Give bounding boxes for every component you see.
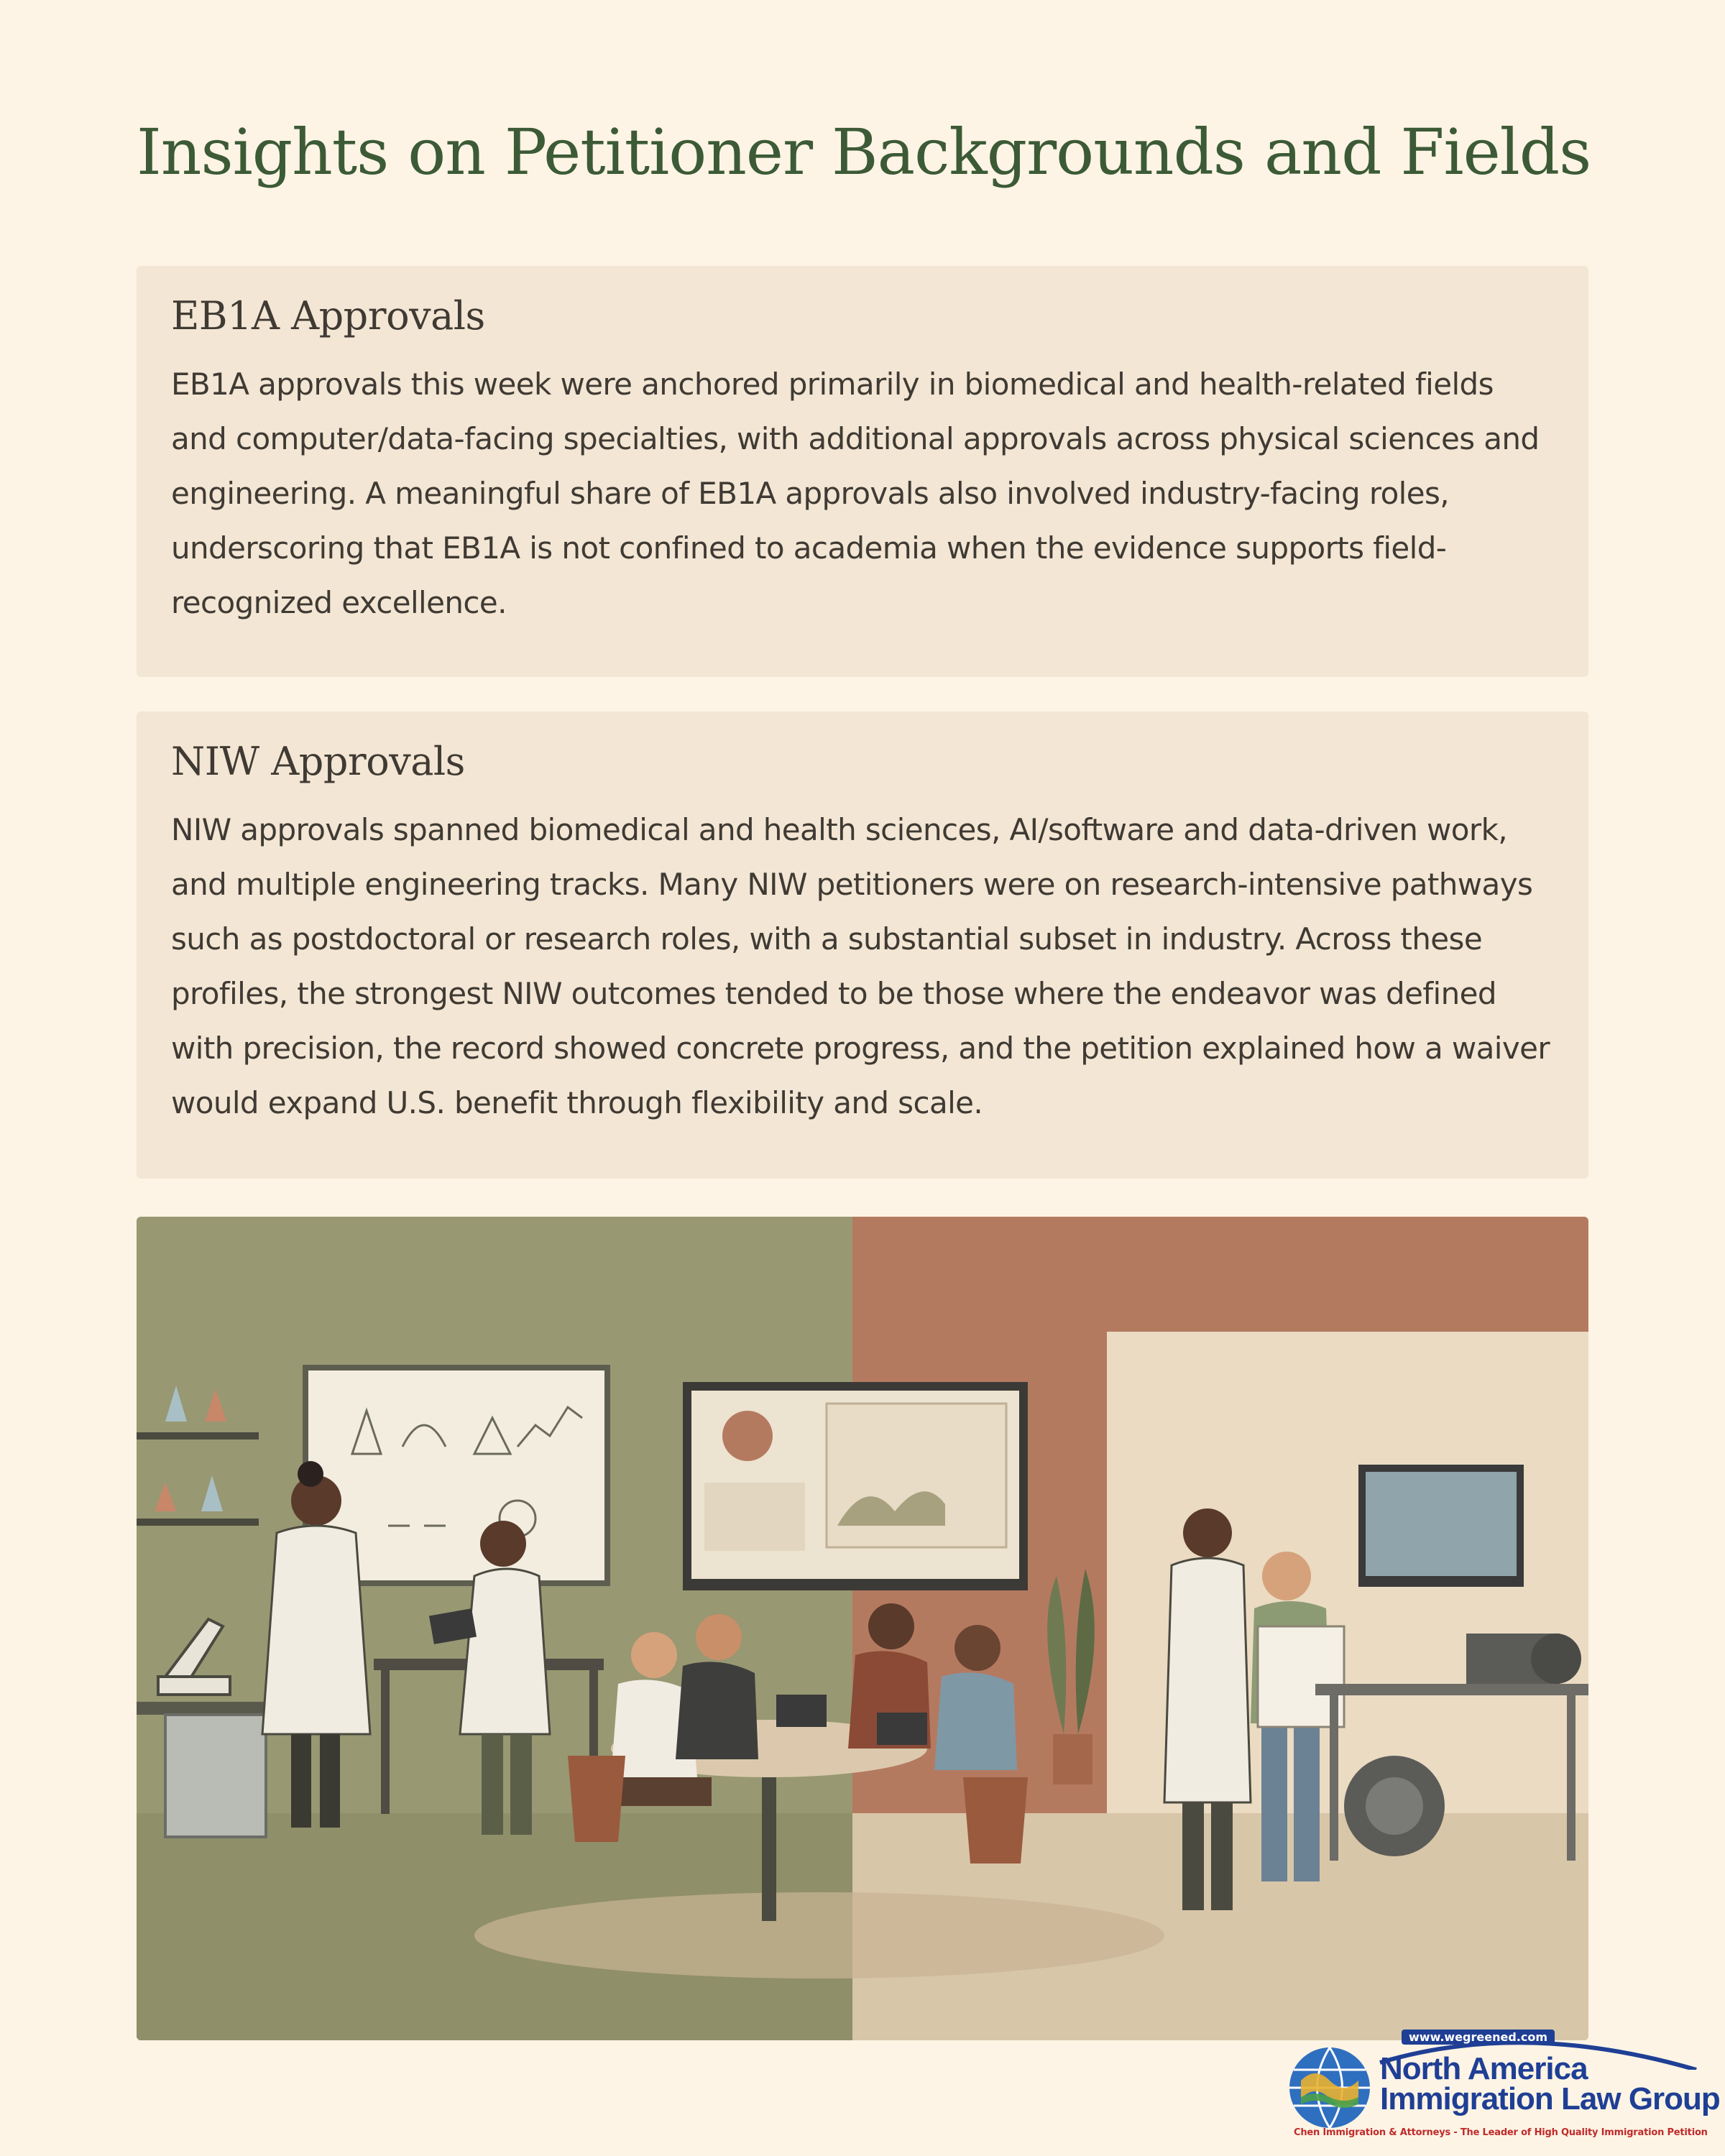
workplace-illustration (137, 1217, 1588, 2040)
logo-name-line2: Immigration Law Group (1380, 2081, 1720, 2116)
niw-heading: NIW Approvals (171, 739, 465, 784)
eb1a-heading: EB1A Approvals (171, 293, 485, 338)
niw-body: NIW approvals spanned biomedical and health sciences, AI/software and data-driven work, and multiple engineering tracks. Many NIW petitioners were on research-intensive pathways such as postdoctoral or research roles, with a substantial subset in industry. Across these profiles, the strongest NIW outcomes tended to be those where the endeavor was defined with precision, the record showed concrete progress, and the petition explained how a waiver would expand U.S. benefit through flexibility and scale. (171, 812, 1550, 1120)
eb1a-card (137, 266, 1588, 677)
niw-card (137, 711, 1588, 1179)
logo-url[interactable]: www.wegreened.com (1402, 2030, 1555, 2045)
eb1a-body: EB1A approvals this week were anchored primarily in biomedical and health-related fields and computer/data-facing specialties, with additional approvals across physical sciences and engineering. A meaningful share of EB1A approvals also involved industry-facing roles, underscoring that EB1A is not confined to academia when the evidence supports field-recognized excellence. (171, 367, 1540, 620)
logo-name-line1: North America (1380, 2051, 1588, 2086)
page-title: Insights on Petitioner Backgrounds and Fields (137, 115, 1591, 189)
company-logo (1279, 2027, 1720, 2149)
illustration-svg (137, 1217, 1588, 2040)
logo-tagline: Chen Immigration & Attorneys - The Leader of High Quality Immigration Petition (1294, 2127, 1708, 2138)
